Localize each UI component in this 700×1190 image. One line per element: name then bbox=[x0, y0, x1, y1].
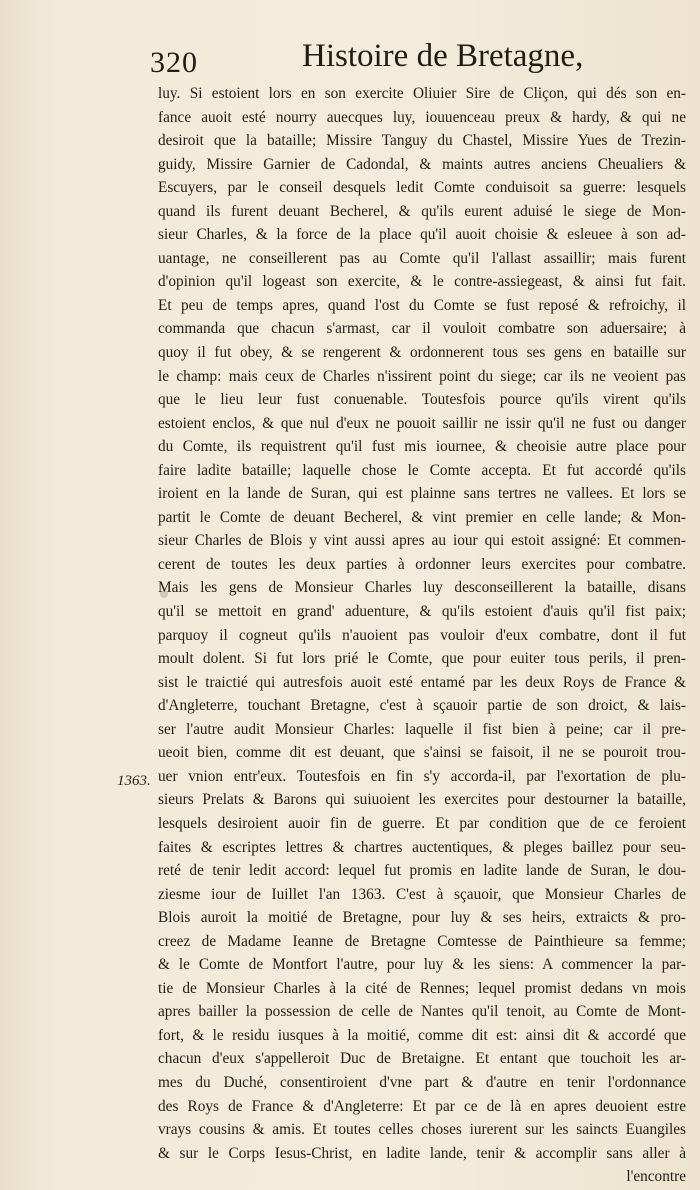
text-line: desiroit que la bataille; Missire Tanguy du Chastel, Missire Yues de Trezin- bbox=[158, 132, 686, 150]
text-line: & sur le Corps Iesus-Christ, en ladite lande, tenir & accomplir sans aller à bbox=[158, 1144, 686, 1162]
text-line: uer vnion entr'eux. Toutesfois en fin s'y accorda-il, par l'exortation de plu- bbox=[158, 767, 686, 785]
text-line: qu'il se mettoit en grand' aduenture, & qu'ils estoient d'auis qu'il fist paix; bbox=[158, 603, 686, 621]
text-line: Escuyers, par le conseil desquels ledit Comte conduisoit sa guerre: lesquels bbox=[158, 179, 686, 197]
text-line: vrays cousins & amis. Et toutes celles choses iurerent sur les saincts Euangiles bbox=[158, 1121, 686, 1139]
text-line: sieurs Prelats & Barons qui suiuoient les exercites pour destourner la bataille, bbox=[158, 791, 686, 809]
text-line: Mais les gens de Monsieur Charles luy desconseillerent la bataille, disans bbox=[158, 579, 686, 597]
text-line: commanda que chacun s'armast, car il vouloit combatre son aduersaire; à bbox=[158, 320, 686, 338]
text-line: fort, & le residu iusques à la moitié, comme dit est: ainsi dit & accordé que bbox=[158, 1026, 686, 1044]
text-line: chacun d'eux s'appelleroit Duc de Bretaigne. Et entant que touchoit les ar- bbox=[158, 1050, 686, 1068]
catchword: l'encontre bbox=[626, 1168, 686, 1186]
text-line: fance auoit esté nourry auecques luy, iouuenceau preux & hardy, & qui ne bbox=[158, 108, 686, 126]
text-line: iroient en la lande de Suran, qui est plainne sans tertres ne vallees. Et lors se bbox=[158, 485, 686, 503]
text-line: moult dolent. Si fut lors prié le Comte, que pour euiter tous perils, il pren- bbox=[158, 650, 686, 668]
text-line: tie de Monsieur Charles à la cité de Rennes; lequel promist dedans vn mois bbox=[158, 979, 686, 997]
text-line: sieur Charles de Blois y vint aussi apres au iour qui estoit assigné: Et commen- bbox=[158, 532, 686, 550]
body-text bbox=[158, 82, 686, 1189]
text-line: estoient enclos, & que nul d'eux ne pouoit saillir ne issir qu'il ne fust ou danger bbox=[158, 414, 686, 432]
text-line: & le Comte de Montfort l'autre, pour luy & les siens: A commencer la par- bbox=[158, 956, 686, 974]
text-line: quand ils furent deuant Becherel, & qu'ils eurent aduisé le siege de Mon- bbox=[158, 202, 686, 220]
text-line: lesquels desiroient auoir fin de guerre. Et par condition que de ce feroient bbox=[158, 814, 686, 832]
text-line: uantage, ne conseillerent pas au Comte qu'il l'allast assaillir; mais furent bbox=[158, 249, 686, 267]
text-line: creez de Madame Ieanne de Bretagne Comtesse de Painthieure sa femme; bbox=[158, 932, 686, 950]
text-line: partit le Comte de deuant Becherel, & vint premier en celle lande; & Mon- bbox=[158, 508, 686, 526]
ink-smudge bbox=[160, 590, 168, 598]
text-line: apres bailler la possession de celle de Nantes qu'il tenoit, au Comte de Mont- bbox=[158, 1003, 686, 1021]
text-line: du Comte, ils requistrent qu'il fust mis iournee, & cheoisie autre place pour bbox=[158, 438, 686, 456]
text-line: faire ladite bataille; laquelle chose le Comte accepta. Et fut accordé qu'ils bbox=[158, 461, 686, 479]
running-title: Histoire de Bretagne, bbox=[302, 38, 584, 74]
text-line: ziesme iour de Iuillet l'an 1363. C'est à sçauoir, que Monsieur Charles de bbox=[158, 885, 686, 903]
text-line: mes du Duché, consentiroient d'vne part & d'autre en tenir l'ordonnance bbox=[158, 1073, 686, 1091]
text-line: cerent de toutes les deux parties à ordonner leurs exercites pour combatre. bbox=[158, 555, 686, 573]
text-line: ser l'autre audit Monsieur Charles: laquelle il fist bien à peine; car il pre- bbox=[158, 720, 686, 738]
text-line: ueoit bien, comme dit est deuant, que s'ainsi se faisoit, il ne se pouroit trou- bbox=[158, 744, 686, 762]
text-line: reté de tenir ledit accord: lequel fut promis en ladite lande de Suran, le dou- bbox=[158, 862, 686, 880]
text-line: luy. Si estoient lors en son exercite Oliuier Sire de Cliçon, qui dés son en- bbox=[158, 85, 686, 102]
text-line: sieur Charles, & la force de la place qu'il auoit choisie & esleuee à son ad- bbox=[158, 226, 686, 244]
text-line: que le lieu leur fust conuenable. Toutesfois pource qu'ils virent qu'ils bbox=[158, 391, 686, 409]
text-line: d'opinion qu'il logeast son exercite, & le contre-assiegeast, & ainsi fut fait. bbox=[158, 273, 686, 291]
text-line: le champ: mais ceux de Charles n'issirent point du siege; car ils ne veoient pas bbox=[158, 367, 686, 385]
text-line: guidy, Missire Garnier de Cadondal, & maints autres anciens Cheualiers & bbox=[158, 155, 686, 173]
text-line: d'Angleterre, touchant Bretagne, c'est à sçauoir partie de son droict, & lais- bbox=[158, 697, 686, 715]
text-line: parquoy il cogneut qu'ils n'auoient pas vouloir d'eux combatre, dont il fut bbox=[158, 626, 686, 644]
page-number: 320 bbox=[150, 46, 198, 79]
text-line: des Roys de France & d'Angleterre: Et par ce de là en apres deuoient estre bbox=[158, 1097, 686, 1115]
text-line: faites & escriptes lettres & chartres auctentiques, & pleges baillez pour seu- bbox=[158, 838, 686, 856]
text-line: quoy il fut obey, & se rengerent & ordonnerent tous ses gens en bataille sur bbox=[158, 344, 686, 362]
text-line: Et peu de temps apres, quand l'ost du Comte se fust reposé & refroichy, il bbox=[158, 296, 686, 314]
page-header bbox=[150, 38, 584, 84]
text-line: sist le traictié qui autresfois auoit esté entamé par les deux Roys de France & bbox=[158, 673, 686, 691]
margin-date-note: 1363. bbox=[117, 773, 151, 789]
text-line: Blois auroit la moitié de Bretagne, pour luy & ses heirs, extraicts & pro- bbox=[158, 909, 686, 927]
